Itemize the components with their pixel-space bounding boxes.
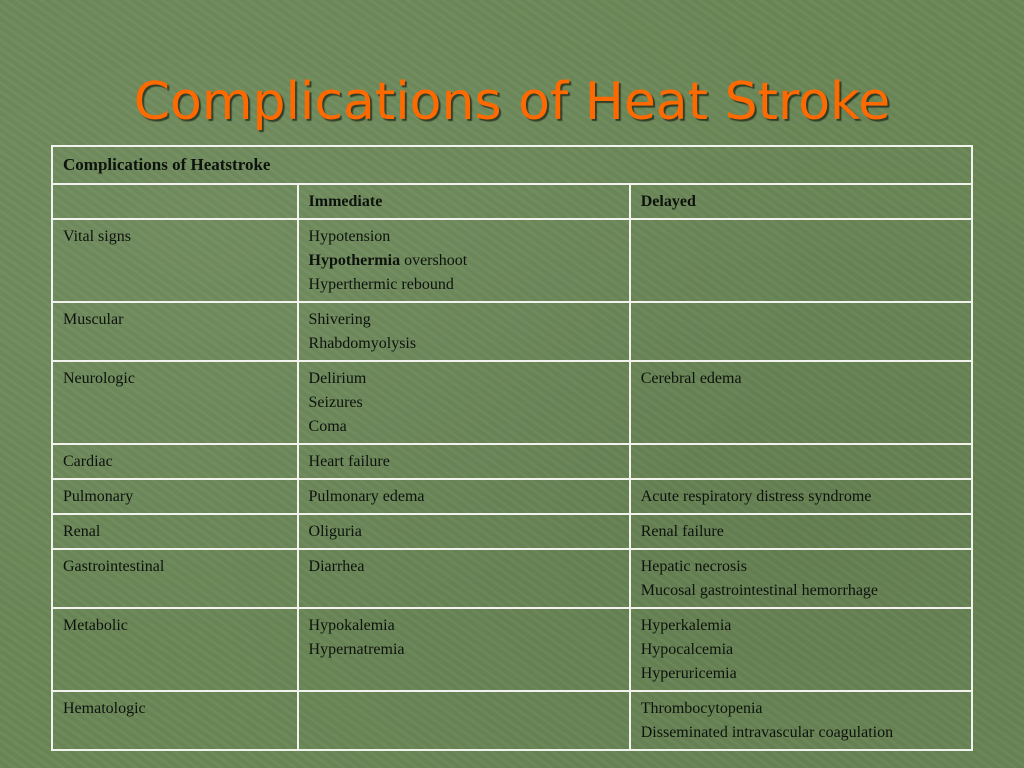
row-category: Pulmonary <box>52 479 298 514</box>
row-category: Hematologic <box>52 691 298 750</box>
row-delayed-cell <box>630 444 972 479</box>
row-delayed-cell <box>630 479 972 514</box>
immediate-item-bold: Hypothermia <box>308 252 401 269</box>
table-row <box>52 444 972 479</box>
delayed-item-text: Hyperkalemia <box>640 617 732 634</box>
table-row <box>52 302 972 361</box>
row-category: Muscular <box>52 302 298 361</box>
immediate-item-text: Hypotension <box>308 228 391 245</box>
row-category: Renal <box>52 514 298 549</box>
caption-row <box>52 146 972 184</box>
immediate-item-text: Shivering <box>308 311 371 328</box>
row-category: Neurologic <box>52 361 298 444</box>
immediate-item-text: overshoot <box>400 252 468 269</box>
table-caption: Complications of Heatstroke <box>52 146 972 184</box>
header-row <box>52 184 972 219</box>
immediate-item <box>309 485 619 509</box>
immediate-item <box>309 308 619 332</box>
delayed-item-text: Cerebral edema <box>640 370 742 387</box>
row-delayed-cell <box>630 549 972 608</box>
row-category: Vital signs <box>52 219 298 302</box>
row-immediate-cell <box>298 444 630 479</box>
row-delayed-cell <box>630 302 972 361</box>
row-delayed-cell <box>630 608 972 691</box>
delayed-item <box>641 485 961 509</box>
immediate-item-text: Pulmonary edema <box>308 488 425 505</box>
row-category: Metabolic <box>52 608 298 691</box>
row-immediate-cell <box>298 549 630 608</box>
delayed-item <box>641 662 961 686</box>
delayed-item <box>641 579 961 603</box>
immediate-item-text: Hypokalemia <box>308 617 395 634</box>
row-delayed-cell <box>630 361 972 444</box>
header-delayed: Delayed <box>630 184 972 219</box>
immediate-item <box>309 415 619 439</box>
delayed-item-text: Hyperuricemia <box>640 665 737 682</box>
row-immediate-cell <box>298 691 630 750</box>
delayed-item <box>641 638 961 662</box>
delayed-item-text: Renal failure <box>640 523 724 540</box>
immediate-item <box>309 249 619 273</box>
immediate-item-text: Oliguria <box>308 523 362 540</box>
immediate-item <box>309 638 619 662</box>
row-immediate-cell <box>298 302 630 361</box>
delayed-item-text: Mucosal gastrointestinal hemorrhage <box>640 582 879 599</box>
row-category: Cardiac <box>52 444 298 479</box>
immediate-item <box>309 520 619 544</box>
immediate-item <box>309 450 619 474</box>
immediate-item <box>309 225 619 249</box>
delayed-item-text: Thrombocytopenia <box>640 700 763 717</box>
immediate-item-text: Diarrhea <box>308 558 365 575</box>
header-category <box>52 184 298 219</box>
table-row <box>52 514 972 549</box>
row-category: Gastrointestinal <box>52 549 298 608</box>
row-immediate-cell <box>298 361 630 444</box>
delayed-item <box>641 367 961 391</box>
row-immediate-cell <box>298 479 630 514</box>
immediate-item <box>309 555 619 579</box>
immediate-item-text: Heart failure <box>308 453 390 470</box>
immediate-item-text: Hypernatremia <box>308 641 405 658</box>
row-immediate-cell <box>298 219 630 302</box>
delayed-item <box>641 614 961 638</box>
table-row <box>52 361 972 444</box>
immediate-item <box>309 391 619 415</box>
immediate-item-text: Seizures <box>308 394 363 411</box>
immediate-item-text: Delirium <box>308 370 367 387</box>
immediate-item-text: Hyperthermic rebound <box>308 276 454 293</box>
row-immediate-cell <box>298 608 630 691</box>
delayed-item <box>641 520 961 544</box>
delayed-item-text: Disseminated intravascular coagulation <box>640 724 894 741</box>
immediate-item <box>309 273 619 297</box>
delayed-item-text: Hepatic necrosis <box>640 558 747 575</box>
table-row <box>52 219 972 302</box>
delayed-item <box>641 721 961 745</box>
immediate-item-text: Rhabdomyolysis <box>308 335 417 352</box>
immediate-item-text: Coma <box>308 418 347 435</box>
delayed-item-text: Hypocalcemia <box>640 641 734 658</box>
table-row <box>52 608 972 691</box>
row-delayed-cell <box>630 219 972 302</box>
table-body <box>52 146 972 750</box>
slide-title: Complications of Heat Stroke <box>133 72 891 132</box>
immediate-item <box>309 332 619 356</box>
delayed-item <box>641 697 961 721</box>
table-row <box>52 479 972 514</box>
table-row <box>52 691 972 750</box>
immediate-item <box>309 367 619 391</box>
row-immediate-cell <box>298 514 630 549</box>
header-immediate: Immediate <box>298 184 630 219</box>
delayed-item <box>641 555 961 579</box>
row-delayed-cell <box>630 514 972 549</box>
table-row <box>52 549 972 608</box>
immediate-item <box>309 614 619 638</box>
row-delayed-cell <box>630 691 972 750</box>
delayed-item-text: Acute respiratory distress syndrome <box>640 488 872 505</box>
complications-table <box>51 145 973 751</box>
